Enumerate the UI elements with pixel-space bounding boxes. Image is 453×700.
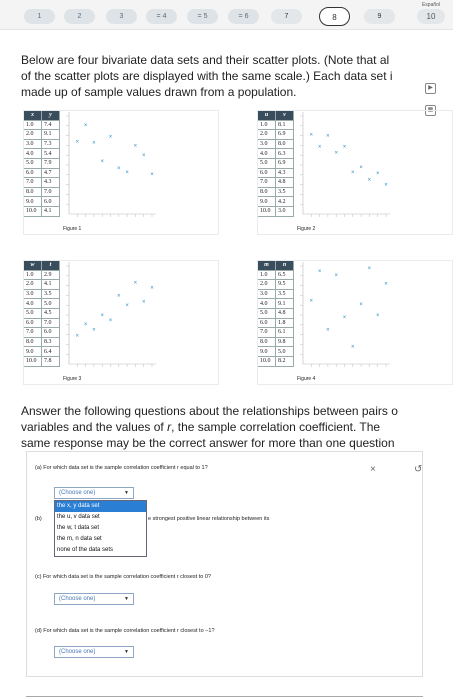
table-cell: 4.0 — [24, 299, 42, 309]
table-cell: 3.0 — [258, 139, 276, 149]
table-cell: 4.3 — [276, 168, 294, 178]
column-header: x — [24, 111, 42, 121]
part-c-select-value: (Choose one) — [59, 596, 96, 602]
table-cell: 4.0 — [258, 149, 276, 159]
table-row — [24, 356, 60, 366]
table-cell: 8.0 — [24, 337, 42, 347]
table-cell: 9.0 — [258, 197, 276, 207]
table-cell: 3.0 — [24, 139, 42, 149]
step-7-button[interactable]: 7 — [271, 9, 302, 24]
table-row — [258, 197, 294, 207]
part-a-select-value: (Choose one) — [59, 490, 96, 496]
table-cell: 9.1 — [42, 130, 60, 140]
column-header: m — [258, 261, 276, 271]
data-point: × — [92, 140, 96, 147]
data-point: × — [375, 313, 380, 319]
table-cell: 6.1 — [276, 328, 294, 338]
table-row — [258, 289, 294, 299]
table-row — [24, 130, 60, 140]
data-point: × — [334, 272, 338, 279]
part-c-label: (c) For which data set is the sample correlation coefficient r closest to 0? — [35, 574, 211, 580]
answer-panel — [26, 451, 423, 677]
step-2-button[interactable]: 2 — [64, 9, 95, 24]
table-cell: 8.0 — [258, 187, 276, 197]
table-cell: 1.0 — [24, 120, 42, 130]
table-row — [24, 187, 60, 197]
table-cell: 3.5 — [276, 289, 294, 299]
dropdown-option[interactable]: the m, n data set — [57, 536, 102, 542]
calculator-icon[interactable]: ▦ — [425, 105, 436, 116]
table-cell: 9.8 — [276, 337, 294, 347]
table-row — [24, 206, 60, 216]
table-cell: 6.0 — [42, 328, 60, 338]
table-row — [258, 328, 294, 338]
table-row — [258, 299, 294, 309]
table-cell: 10.0 — [258, 356, 276, 366]
data-point: × — [100, 159, 104, 166]
data-point: × — [359, 302, 363, 309]
table-cell: 5.0 — [24, 158, 42, 168]
question-line-3: same response may be the correct answer for more than one question — [21, 436, 395, 450]
table-row — [24, 299, 60, 309]
table-cell: 3.0 — [276, 206, 294, 216]
table-row — [24, 328, 60, 338]
step-6-button[interactable]: = 6 — [228, 9, 259, 24]
table-cell: 9.0 — [24, 347, 42, 357]
table-cell: 10.0 — [258, 206, 276, 216]
data-point: × — [141, 299, 146, 306]
table-row — [24, 197, 60, 207]
table-cell: 8.3 — [42, 337, 60, 347]
data-point: × — [342, 314, 347, 321]
dropdown-option[interactable]: none of the data sets — [57, 547, 114, 553]
step-4-button[interactable]: = 4 — [146, 9, 177, 24]
table-row — [258, 280, 294, 290]
table-cell: 3.0 — [24, 289, 42, 299]
table-cell: 7.0 — [258, 328, 276, 338]
data-point: × — [326, 327, 330, 334]
table-cell: 2.9 — [42, 270, 60, 280]
data-point: × — [92, 327, 96, 334]
table-row — [24, 289, 60, 299]
figure-4 — [257, 260, 453, 385]
step-9-button[interactable]: 9 — [364, 9, 395, 24]
data-point: × — [108, 317, 113, 324]
intro-line-2: of the scatter plots are displayed with the same scale.) Each data set i — [21, 69, 393, 83]
question-text — [21, 403, 453, 451]
table-cell: 5.0 — [258, 308, 276, 318]
question-navigation — [0, 0, 453, 30]
table-row — [258, 337, 294, 347]
table-row — [24, 139, 60, 149]
question-line-2a: variables and the values of — [21, 420, 168, 434]
data-point: × — [117, 293, 121, 300]
table-cell: 4.8 — [276, 308, 294, 318]
part-d-select-value: (Choose one) — [59, 649, 96, 655]
chevron-down-icon: ▼ — [124, 596, 129, 602]
data-point: × — [342, 144, 347, 151]
data-point: × — [117, 165, 121, 172]
table-row — [24, 347, 60, 357]
data-point: × — [309, 298, 314, 305]
table-cell: 9.0 — [258, 347, 276, 357]
data-point: × — [309, 132, 314, 139]
table-cell: 1.0 — [258, 120, 276, 130]
data-point: × — [384, 182, 388, 189]
figure-3 — [23, 260, 219, 385]
figure-1 — [23, 110, 219, 235]
data-point: × — [150, 171, 154, 178]
scatter-plot — [63, 110, 158, 228]
table-row — [24, 280, 60, 290]
figure-caption: Figure 1 — [63, 226, 82, 232]
data-point: × — [108, 134, 113, 141]
table-cell: 4.5 — [42, 308, 60, 318]
data-point: × — [317, 144, 322, 151]
data-point: × — [150, 285, 154, 292]
table-cell: 2.0 — [24, 130, 42, 140]
table-row — [258, 206, 294, 216]
table-cell: 6.0 — [258, 168, 276, 178]
table-cell: 4.1 — [42, 206, 60, 216]
table-row — [258, 130, 294, 140]
column-header: u — [258, 111, 276, 121]
table-cell: 3.5 — [42, 289, 60, 299]
table-row — [258, 168, 294, 178]
step-8-button[interactable]: 8 — [319, 7, 350, 26]
data-point: × — [351, 169, 355, 176]
column-header: y — [42, 111, 60, 121]
data-point: × — [83, 122, 88, 129]
step-10-button[interactable]: 10 — [417, 9, 445, 24]
table-cell: 5.4 — [42, 149, 60, 159]
table-row — [24, 318, 60, 328]
data-point: × — [351, 344, 355, 351]
table-cell: 1.8 — [276, 318, 294, 328]
table-cell: 6.0 — [258, 318, 276, 328]
data-point: × — [359, 164, 363, 171]
table-cell: 8.2 — [276, 356, 294, 366]
table-cell: 3.0 — [258, 289, 276, 299]
table-cell: 7.4 — [42, 120, 60, 130]
clear-button[interactable]: × — [370, 464, 376, 475]
table-row — [258, 318, 294, 328]
table-cell: 4.7 — [42, 168, 60, 178]
play-icon[interactable]: ▶ — [425, 83, 436, 94]
data-point: × — [317, 268, 322, 275]
table-row — [24, 178, 60, 188]
table-cell: 7.0 — [24, 178, 42, 188]
table-row — [24, 168, 60, 178]
table-cell: 5.0 — [24, 308, 42, 318]
table-row — [258, 120, 294, 130]
data-table — [257, 260, 294, 367]
axes — [69, 112, 156, 214]
table-cell: 1.0 — [24, 270, 42, 280]
data-point: × — [367, 265, 372, 272]
table-cell: 8.1 — [276, 120, 294, 130]
table-cell: 8.0 — [258, 337, 276, 347]
table-cell: 3.5 — [276, 187, 294, 197]
table-cell: 6.0 — [24, 168, 42, 178]
table-cell: 4.3 — [42, 178, 60, 188]
part-d-label: (d) For which data set is the sample correlation coefficient r closest to −1? — [35, 628, 215, 634]
data-point: × — [141, 153, 146, 160]
step-3-button[interactable]: 3 — [106, 9, 137, 24]
axes — [69, 262, 156, 364]
table-cell: 6.0 — [42, 197, 60, 207]
step-1-button[interactable]: 1 — [24, 9, 55, 24]
dropdown-option[interactable]: the u, v data set — [57, 514, 100, 520]
table-cell: 7.0 — [42, 318, 60, 328]
table-cell: 4.0 — [24, 149, 42, 159]
table-row — [258, 139, 294, 149]
dropdown-option[interactable]: the w, t data set — [57, 525, 100, 531]
data-point: × — [326, 133, 330, 140]
table-row — [258, 158, 294, 168]
table-cell: 10.0 — [24, 356, 42, 366]
table-cell: 2.0 — [258, 130, 276, 140]
data-table — [23, 260, 60, 367]
chevron-down-icon: ▼ — [124, 490, 129, 496]
data-point: × — [133, 280, 138, 287]
table-cell: 6.5 — [276, 270, 294, 280]
data-point: × — [133, 143, 138, 150]
data-point: × — [83, 321, 88, 328]
data-point: × — [75, 333, 80, 340]
table-cell: 5.0 — [258, 158, 276, 168]
scatter-plot — [297, 260, 392, 378]
question-line-2b: , the sample correlation coefficient. The — [171, 420, 381, 434]
data-point: × — [334, 150, 338, 157]
table-cell: 4.8 — [276, 178, 294, 188]
table-row — [258, 187, 294, 197]
part-b-label-right: e strongest positive linear relationship between its — [148, 516, 270, 522]
table-row — [24, 149, 60, 159]
part-c-select[interactable] — [54, 593, 134, 605]
question-line-2 — [21, 419, 453, 435]
axes — [303, 112, 390, 214]
r-symbol: r — [167, 420, 172, 434]
intro-text — [21, 52, 453, 100]
question-line-1: Answer the following questions about the relationships between pairs o — [21, 404, 398, 418]
divider — [26, 696, 423, 697]
table-row — [24, 337, 60, 347]
table-cell: 6.3 — [276, 149, 294, 159]
data-table — [23, 110, 60, 217]
data-point: × — [375, 170, 380, 177]
table-cell: 5.0 — [276, 347, 294, 357]
table-cell: 4.2 — [276, 197, 294, 207]
table-row — [258, 347, 294, 357]
table-cell: 2.0 — [24, 280, 42, 290]
part-d-select[interactable] — [54, 646, 134, 658]
table-row — [258, 178, 294, 188]
table-cell: 6.4 — [42, 347, 60, 357]
table-row — [24, 270, 60, 280]
table-row — [258, 270, 294, 280]
table-row — [258, 149, 294, 159]
table-cell: 8.0 — [276, 139, 294, 149]
column-header: w — [24, 261, 42, 271]
table-cell: 5.0 — [42, 299, 60, 309]
chevron-down-icon: ▼ — [124, 649, 129, 655]
figure-caption: Figure 4 — [297, 376, 316, 382]
undo-button[interactable]: ↺ — [414, 464, 423, 475]
scatter-plot — [63, 260, 158, 378]
table-cell: 7.0 — [258, 178, 276, 188]
intro-line-3: made up of sample values drawn from a population. — [21, 85, 297, 99]
table-row — [24, 158, 60, 168]
column-header: t — [42, 261, 60, 271]
table-cell: 6.9 — [276, 130, 294, 140]
figure-caption: Figure 2 — [297, 226, 316, 232]
table-cell: 4.0 — [258, 299, 276, 309]
data-point: × — [367, 177, 372, 184]
data-table — [257, 110, 294, 217]
table-cell: 7.9 — [42, 158, 60, 168]
figure-caption: Figure 3 — [63, 376, 82, 382]
data-point: × — [125, 169, 129, 176]
language-toggle[interactable] — [417, 2, 445, 24]
table-cell: 7.0 — [42, 187, 60, 197]
table-cell: 2.0 — [258, 280, 276, 290]
table-cell: 9.5 — [276, 280, 294, 290]
column-header: v — [276, 111, 294, 121]
column-header: n — [276, 261, 294, 271]
part-a-select[interactable] — [54, 487, 134, 499]
table-cell: 8.0 — [24, 187, 42, 197]
table-row — [258, 308, 294, 318]
table-cell: 7.8 — [42, 356, 60, 366]
data-point: × — [75, 139, 80, 146]
step-5-button[interactable]: = 5 — [187, 9, 218, 24]
table-cell: 4.1 — [42, 280, 60, 290]
table-cell: 6.9 — [276, 158, 294, 168]
table-cell: 9.0 — [24, 197, 42, 207]
figure-2 — [257, 110, 453, 235]
table-row — [24, 308, 60, 318]
table-cell: 10.0 — [24, 206, 42, 216]
table-row — [24, 120, 60, 130]
data-point: × — [125, 303, 129, 310]
table-row — [258, 356, 294, 366]
lang-label: Español — [421, 2, 441, 8]
table-cell: 6.0 — [24, 318, 42, 328]
table-cell: 7.3 — [42, 139, 60, 149]
data-point: × — [384, 281, 388, 288]
part-a-label: (a) For which data set is the sample correlation coefficient r equal to 1? — [35, 465, 208, 471]
data-point: × — [100, 313, 104, 319]
dropdown-options — [54, 500, 147, 557]
table-cell: 9.1 — [276, 299, 294, 309]
part-b-label-left: (b) — [35, 516, 42, 522]
table-cell: 1.0 — [258, 270, 276, 280]
intro-line-1: Below are four bivariate data sets and their scatter plots. (Note that al — [21, 53, 390, 67]
table-cell: 7.0 — [24, 328, 42, 338]
dropdown-option[interactable]: the x, y data set — [55, 501, 146, 512]
scatter-plot — [297, 110, 392, 228]
